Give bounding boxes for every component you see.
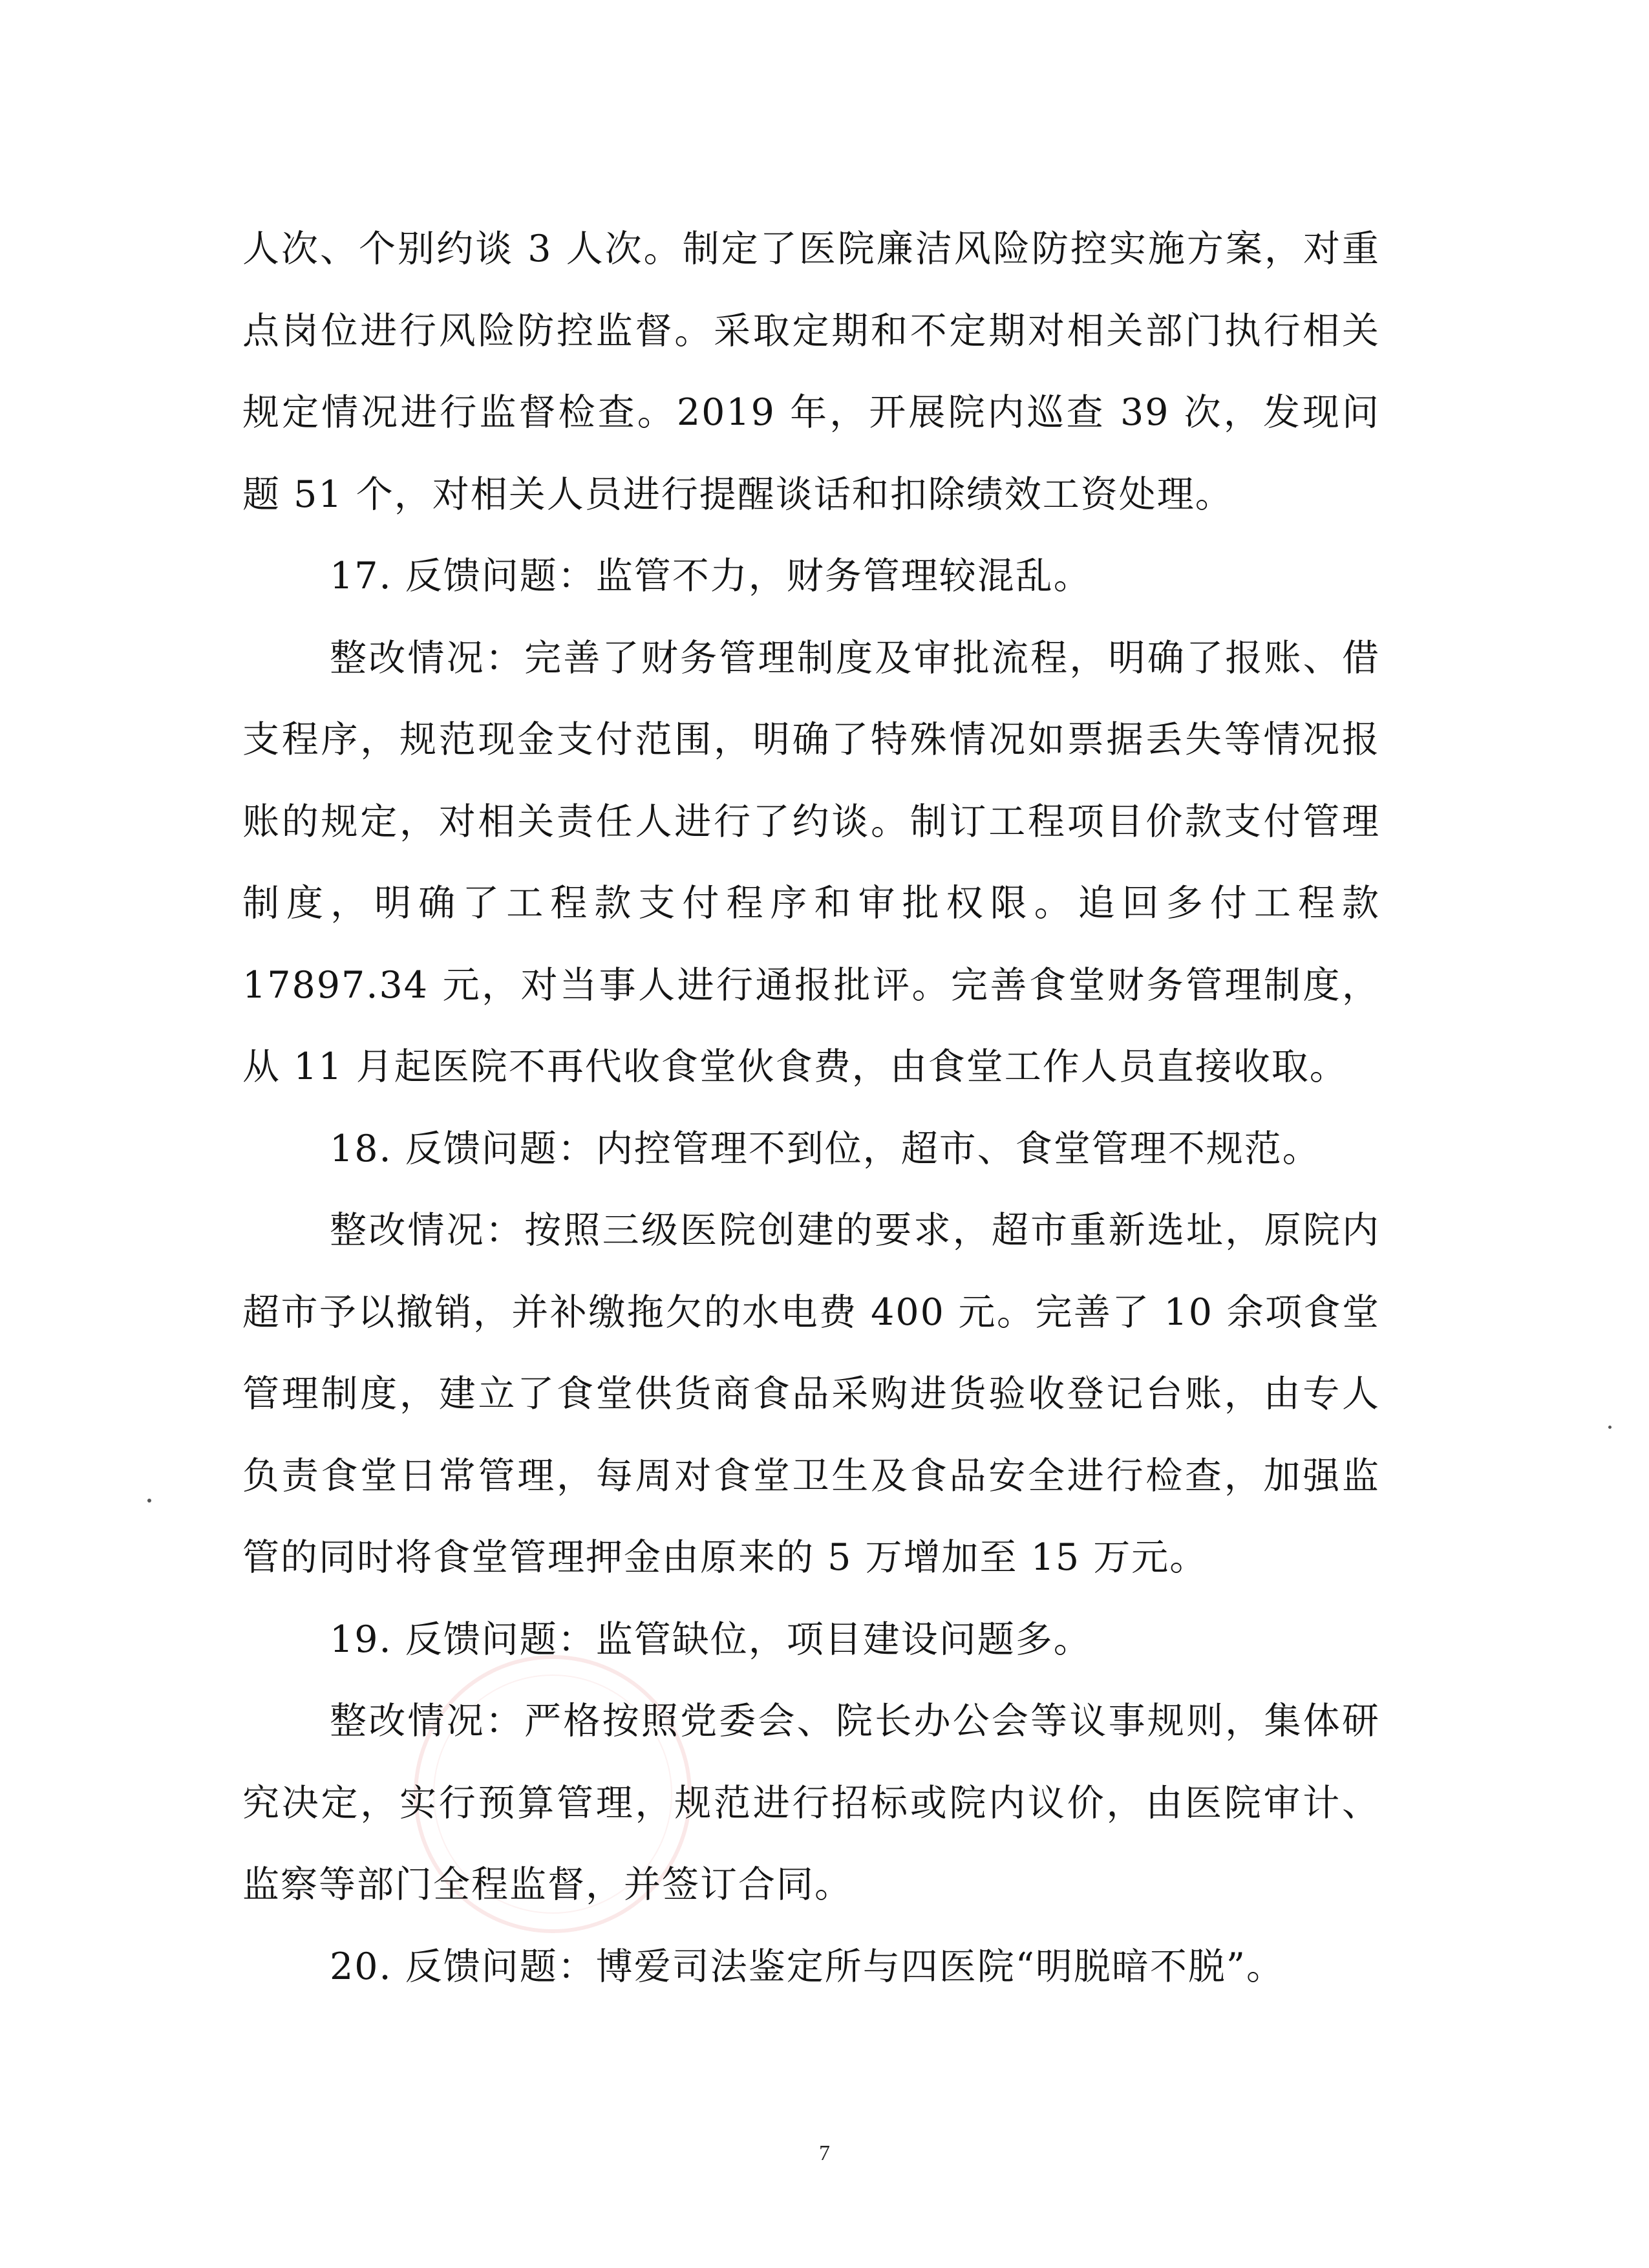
page-number: 7 (819, 2141, 830, 2165)
issue-18-heading: 18. 反馈问题：内控管理不到位，超市、食堂管理不规范。 (330, 1127, 1321, 1170)
paragraph-continuation: 人次、个别约谈 3 人次。制定了医院廉洁风险防控实施方案，对重点岗位进行风险防控监督。采取定期和不定期对相关部门执行相关规定情况进行监督检查。2019 年，开展院内巡查 39 次，发现问题 51 个，对相关人员进行提醒谈话和扣除绩效工资处理。 (242, 228, 1380, 516)
scan-speck (147, 1499, 151, 1503)
issue-19-heading: 19. 反馈问题：监管缺位，项目建设问题多。 (330, 1618, 1092, 1661)
issue-17-heading: 17. 反馈问题：监管不力，财务管理较混乱。 (330, 555, 1092, 597)
issue-20-heading: 20. 反馈问题：博爱司法鉴定所与四医院“明脱暗不脱”。 (330, 1945, 1285, 1988)
issue-19-rectification: 整改情况：严格按照党委会、院长办公会等议事规则，集体研究决定，实行预算管理，规范进行招标或院内议价，由医院审计、监察等部门全程监督，并签订合同。 (242, 1700, 1380, 1906)
document-body (242, 208, 1380, 2007)
issue-17-rectification: 整改情况：完善了财务管理制度及审批流程，明确了报账、借支程序，规范现金支付范围，明确了特殊情况如票据丢失等情况报账的规定，对相关责任人进行了约谈。制订工程项目价款支付管理制度，明确了工程款支付程序和审批权限。追回多付工程款 17897.34 元，对当事人进行通报批评。完善食堂财务管理制度，从 11 月起医院不再代收食堂伙食费，由食堂工作人员直接收取。 (242, 636, 1380, 1088)
scan-speck (1608, 1426, 1612, 1429)
issue-18-rectification: 整改情况：按照三级医院创建的要求，超市重新选址，原院内超市予以撤销，并补缴拖欠的水电费 400 元。完善了 10 余项食堂管理制度，建立了食堂供货商食品采购进货验收登记台账，由专人负责食堂日常管理，每周对食堂卫生及食品安全进行检查，加强监管的同时将食堂管理押金由原来的 5 万增加至 15 万元。 (242, 1209, 1380, 1579)
